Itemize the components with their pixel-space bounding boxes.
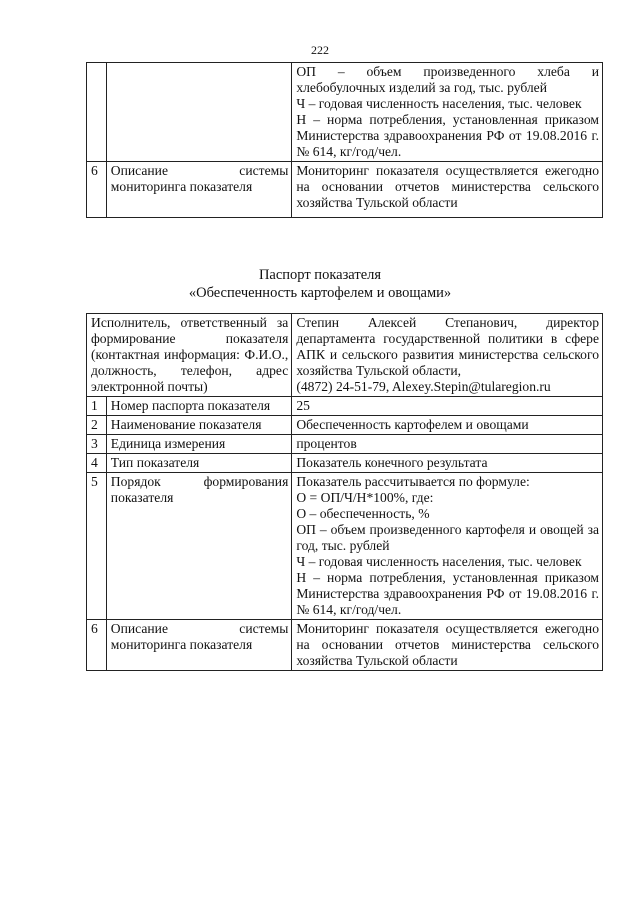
row-name: Тип показателя [106,454,292,473]
formula-line: ОП – объем произведенного картофеля и овощей за год, тыс. рублей [296,522,599,553]
table-row [87,473,603,620]
row-value: Обеспеченность картофелем и овощами [292,416,603,435]
executor-value: Степин Алексей Степанович, директор департамента государственной политики в сфере АПК и сельского развития министерства сельского хозяйства Тульской области, [296,315,599,378]
row-name: Описание системы мониторинга показателя [106,620,292,671]
executor-label: Исполнитель, ответственный за формирование показателя (контактная информация: Ф.И.О., должность, телефон, адрес электронной почты) [87,314,292,397]
definition-line: Ч – годовая численность населения, тыс. человек [296,96,582,111]
row-number: 4 [87,454,107,473]
name-cell [106,63,292,162]
passport-table [86,313,603,671]
row-value: 25 [292,397,603,416]
executor-value-cell [292,314,603,397]
formula-line: Н – норма потребления, установленная приказом Министерства здравоохранения РФ от 19.08.2016 г. № 614, кг/год/чел. [296,570,599,617]
row-number: 6 [87,620,107,671]
row-name: Наименование показателя [106,416,292,435]
table-row [87,162,603,218]
formula-line: О – обеспеченность, % [296,506,430,521]
row-number: 5 [87,473,107,620]
executor-contact: (4872) 24-51-79, Alexey.Stepin@tularegion.ru [296,379,551,394]
row-name: Порядок формирования показателя [106,473,292,620]
table-row [87,454,603,473]
formula-line: О = ОП/Ч/Н*100%, где: [296,490,434,505]
table-row [87,397,603,416]
row-name: Единица измерения [106,435,292,454]
row-value: процентов [292,435,603,454]
value-cell [292,63,603,162]
row-value: Показатель конечного результата [292,454,603,473]
page-number: 222 [311,43,329,57]
passport-heading-line2: «Обеспеченность картофелем и овощами» [188,285,452,301]
row-number: 6 [87,162,107,218]
table-row [87,435,603,454]
top-table-continuation [86,62,603,218]
definition-line: Н – норма потребления, установленная приказом Министерства здравоохранения РФ от 19.08.2016 г. № 614, кг/год/чел. [296,112,599,159]
row-number: 2 [87,416,107,435]
row-number: 1 [87,397,107,416]
table-row [87,620,603,671]
table-row [87,314,603,397]
passport-heading-line1: Паспорт показателя [258,267,382,283]
row-value: Мониторинг показателя осуществляется ежегодно на основании отчетов министерства сельского хозяйства Тульской области [292,620,603,671]
formula-line: Показатель рассчитывается по формуле: [296,474,530,489]
row-name: Номер паспорта показателя [106,397,292,416]
num-cell [87,63,107,162]
row-value: Мониторинг показателя осуществляется ежегодно на основании отчетов министерства сельского хозяйства Тульской области [292,162,603,218]
row-name: Описание системы мониторинга показателя [106,162,292,218]
table-row [87,63,603,162]
formula-line: Ч – годовая численность населения, тыс. человек [296,554,582,569]
row-number: 3 [87,435,107,454]
table-row [87,416,603,435]
definition-line: ОП – объем произведенного хлеба и хлебобулочных изделий за год, тыс. рублей [296,64,599,95]
formula-cell [292,473,603,620]
